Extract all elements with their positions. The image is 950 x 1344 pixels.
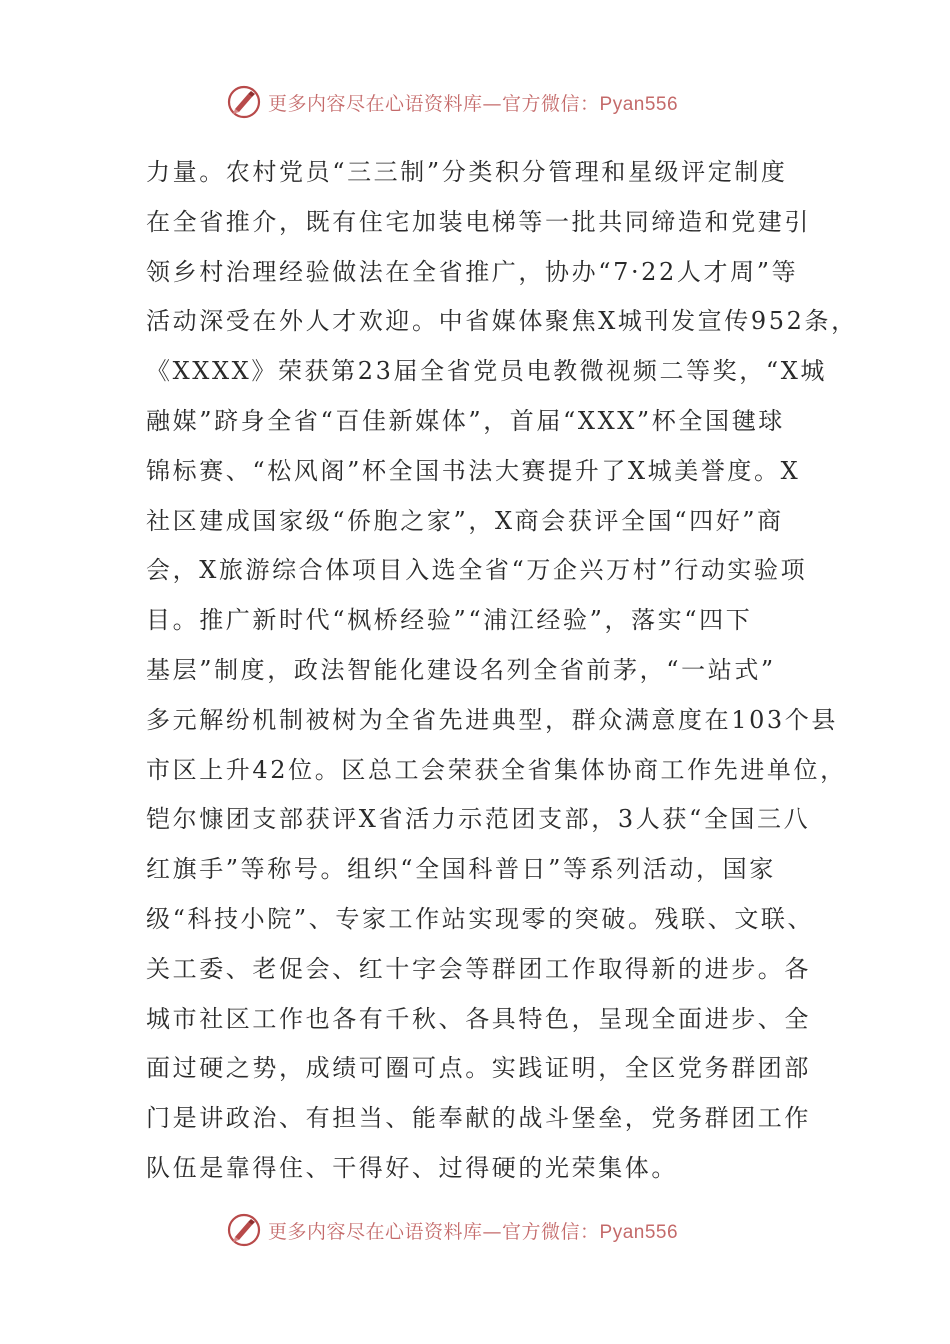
document-body [146, 148, 858, 1194]
paragraph-line: 红旗手”等称号。组织“全国科普日”等系列活动，国家 [146, 855, 776, 884]
footer-wechat-label: 官方微信： [502, 1220, 600, 1243]
header-wechat-id: Pyan556 [599, 93, 679, 115]
paragraph-line: 活动深受在外人才欢迎。中省媒体聚焦X城刊发宣传952条， [146, 307, 858, 336]
header-dash: — [482, 92, 503, 115]
paragraph-line: 目。推广新时代“枫桥经验”“浦江经验”，落实“四下 [146, 606, 753, 635]
paragraph-line: 领乡村治理经验做法在全省推广，协办“7·22人才周”等 [146, 257, 799, 286]
paragraph-line: 融媒”跻身全省“百佳新媒体”，首届“XXX”杯全国毽球 [146, 406, 785, 435]
paragraph-line: 门是讲政治、有担当、能奉献的战斗堡垒，党务群团工作 [146, 1104, 811, 1133]
paragraph-line: 力量。农村党员“三三制”分类积分管理和星级评定制度 [146, 158, 788, 186]
paragraph-line: 多元解纷机制被树为全省先进典型，群众满意度在103个县 [146, 705, 839, 734]
header-banner-text [268, 89, 678, 116]
footer-wechat-id: Pyan556 [599, 1221, 679, 1243]
paragraph-line: 社区建成国家级“侨胞之家”，X商会获评全国“四好”商 [146, 506, 784, 535]
footer-dash: — [482, 1220, 503, 1243]
header-wechat-label: 官方微信： [502, 92, 600, 115]
paragraph-line: 市区上升42位。区总工会荣获全省集体协商工作先进单位， [146, 755, 847, 784]
paragraph-line: 级“科技小院”、专家工作站实现零的突破。残联、文联、 [146, 904, 815, 933]
paragraph-line: 队伍是靠得住、干得好、过得硬的光荣集体。 [146, 1153, 678, 1182]
header-banner [226, 82, 746, 122]
paragraph-line: 《XXXX》荣获第23届全省党员电教微视频二等奖，“X城 [146, 357, 828, 386]
paragraph-line: 关工委、老促会、红十字会等群团工作取得新的进步。各 [146, 954, 811, 983]
paragraph-line: 锦标赛、“松风阁”杯全国书法大赛提升了X城美誉度。X [146, 456, 801, 485]
paragraph-line: 基层”制度，政法智能化建设名列全省前茅，“一站式” [146, 655, 776, 684]
footer-site-text: 更多内容尽在心语资料库 [268, 1220, 483, 1243]
paragraph-line: 面过硬之势，成绩可圈可点。实践证明，全区党务群团部 [146, 1054, 811, 1083]
paragraph-line: 铠尔慷团支部获评X省活力示范团支部，3人获“全国三八 [146, 805, 811, 834]
paragraph-line: 会，X旅游综合体项目入选全省“万企兴万村”行动实验项 [146, 556, 808, 585]
header-site-text: 更多内容尽在心语资料库 [268, 92, 483, 115]
footer-banner [226, 1210, 746, 1250]
pen-seal-logo-icon [226, 1212, 262, 1248]
paragraph-line: 城市社区工作也各有千秋、各具特色，呈现全面进步、全 [146, 1004, 811, 1033]
pen-seal-logo-icon [226, 84, 262, 120]
footer-banner-text [268, 1217, 678, 1244]
paragraph-line: 在全省推介，既有住宅加装电梯等一批共同缔造和党建引 [146, 207, 811, 236]
